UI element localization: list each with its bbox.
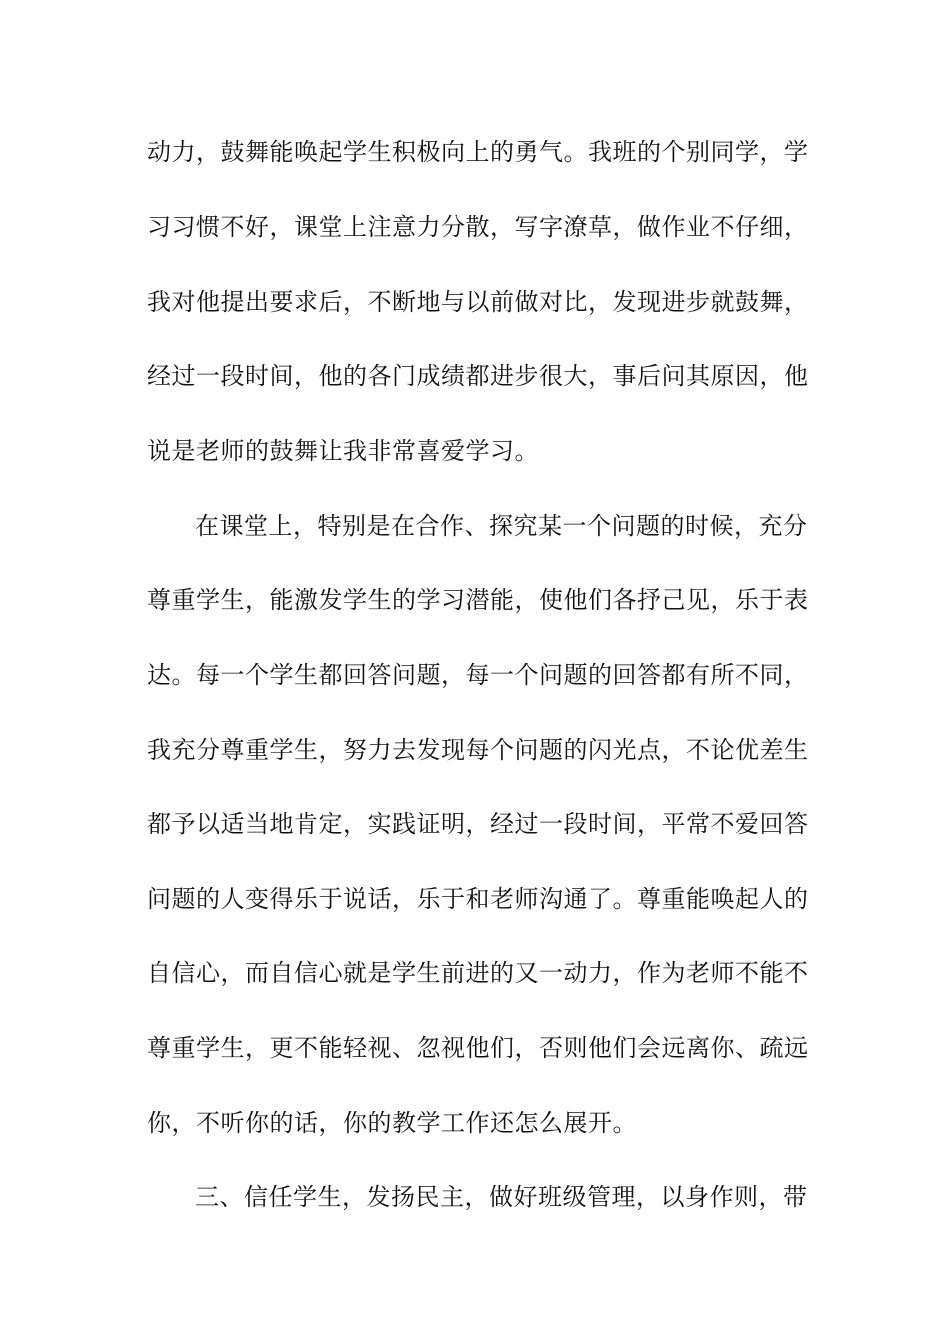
paragraph-start-line: 在课堂上，特别是在合作、探究某一个问题的时候，充分 <box>195 512 808 540</box>
text-line: 动力，鼓舞能唤起学生积极向上的勇气。我班的个别同学，学 <box>147 138 809 166</box>
text-line: 自信心，而自信心就是学生前进的又一动力，作为老师不能不 <box>147 959 809 987</box>
text-line: 我充分尊重学生，努力去发现每个问题的闪光点，不论优差生 <box>147 736 809 764</box>
text-line: 都予以适当地肯定，实践证明，经过一段时间，平常不爱回答 <box>147 810 809 838</box>
text-line: 你，不听你的话，你的教学工作还怎么展开。 <box>147 1109 637 1137</box>
section-heading-line: 三、信任学生，发扬民主，做好班级管理，以身作则，带 <box>195 1183 808 1211</box>
text-line: 尊重学生，更不能轻视、忽视他们，否则他们会远离你、疏远 <box>147 1034 809 1062</box>
text-line: 问题的人变得乐于说话，乐于和老师沟通了。尊重能唤起人的 <box>147 885 809 913</box>
text-line: 我对他提出要求后，不断地与以前做对比，发现进步就鼓舞， <box>147 288 809 316</box>
text-line: 说是老师的鼓舞让我非常喜爱学习。 <box>147 437 539 465</box>
text-line: 习习惯不好，课堂上注意力分散，写字潦草，做作业不仔细， <box>147 213 809 241</box>
text-line: 达。每一个学生都回答问题，每一个问题的回答都有所不同， <box>147 661 809 689</box>
text-line: 尊重学生，能激发学生的学习潜能，使他们各抒己见，乐于表 <box>147 586 809 614</box>
text-line: 经过一段时间，他的各门成绩都进步很大，事后问其原因，他 <box>147 362 809 390</box>
